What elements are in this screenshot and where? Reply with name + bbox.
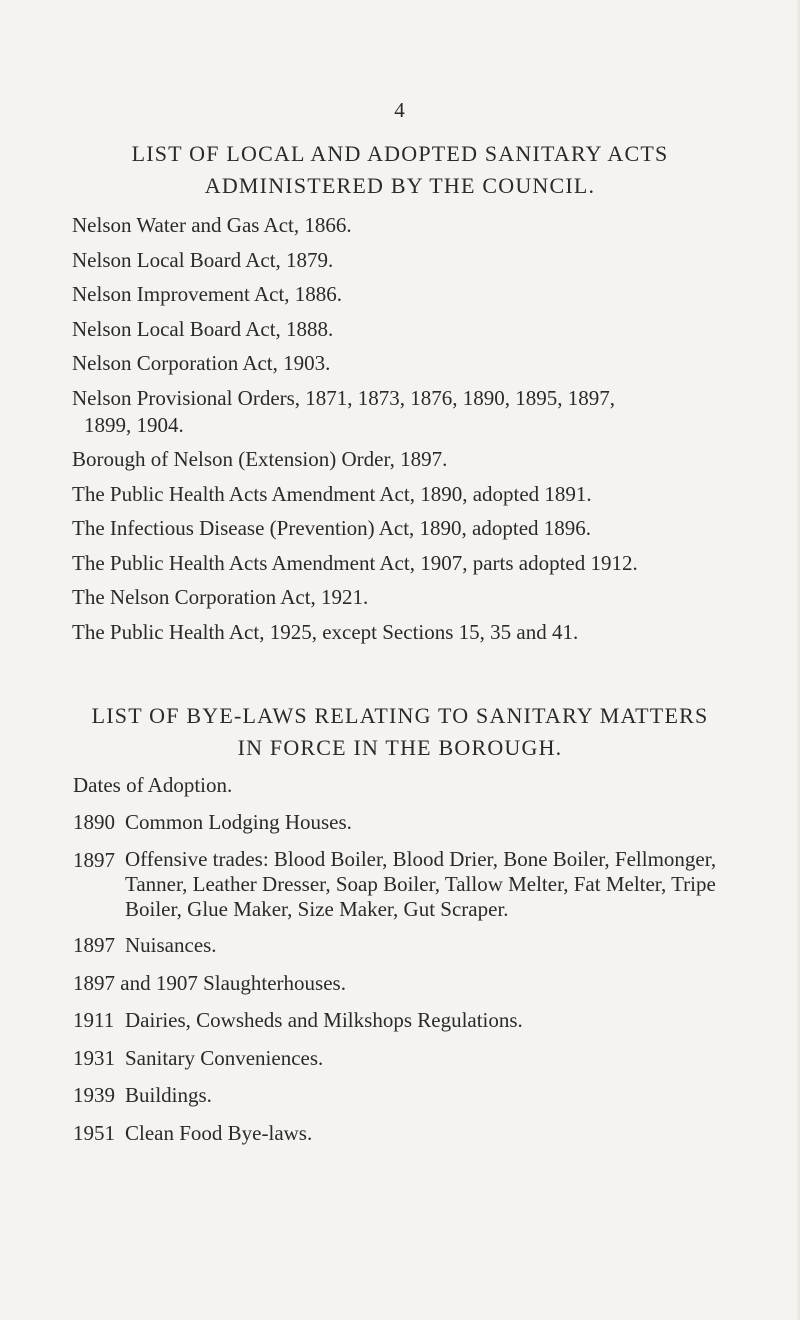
act-item-continuation: 1899, 1904. (84, 412, 184, 437)
section-heading-bylaws (0, 700, 800, 764)
bylaw-row (73, 1082, 773, 1109)
heading-line: LIST OF LOCAL AND ADOPTED SANITARY ACTS (131, 141, 669, 166)
act-item: Nelson Local Board Act, 1879. (72, 247, 334, 272)
act-item: Borough of Nelson (Extension) Order, 1897. (72, 447, 448, 471)
act-item: The Public Health Acts Amendment Act, 1890, adopted 1891. (72, 481, 592, 506)
bylaw-year: 1951 (73, 1120, 115, 1145)
bylaw-year: 1897 (73, 847, 115, 872)
section-heading-acts (0, 138, 800, 202)
bylaw-year: 1897 (73, 933, 115, 957)
dates-of-adoption-header: Dates of Adoption. (73, 773, 233, 797)
bylaw-row (73, 1120, 773, 1147)
act-item: Nelson Local Board Act, 1888. (72, 316, 334, 341)
bylaw-year: 1939 (73, 1083, 115, 1107)
act-item: The Infectious Disease (Prevention) Act, 1890, adopted 1896. (72, 516, 592, 540)
bylaws-list (73, 772, 773, 1157)
bylaw-year: 1931 (73, 1045, 115, 1070)
bylaw-description: Dairies, Cowsheds and Milkshops Regulations. (125, 1008, 523, 1032)
act-item: Nelson Corporation Act, 1903. (72, 351, 331, 375)
bylaw-row (73, 1045, 773, 1072)
bylaw-description: Nuisances. (125, 933, 217, 957)
bylaw-year: 1890 (73, 810, 115, 834)
bylaw-row (73, 932, 773, 959)
bylaw-line: 1897 and 1907 Slaughterhouses. (73, 970, 346, 995)
act-item: The Nelson Corporation Act, 1921. (72, 585, 369, 609)
act-item: The Public Health Acts Amendment Act, 1907, parts adopted 1912. (72, 550, 638, 575)
bylaw-description: Clean Food Bye-laws. (125, 1120, 313, 1145)
bylaw-description: Sanitary Conveniences. (125, 1045, 324, 1070)
bylaw-description: Common Lodging Houses. (125, 810, 352, 834)
bylaw-row (73, 970, 773, 997)
act-item: Nelson Improvement Act, 1886. (72, 282, 343, 306)
heading-line: IN FORCE IN THE BOROUGH. (237, 735, 563, 760)
acts-list (72, 212, 772, 653)
bylaw-year: 1911 (73, 1008, 115, 1032)
heading-line: LIST OF BYE-LAWS RELATING TO SANITARY MATTERS (91, 703, 709, 728)
act-item: Nelson Water and Gas Act, 1866. (72, 213, 352, 237)
bylaw-row (73, 1007, 773, 1034)
page-edge-shadow (796, 0, 800, 1320)
act-item: Nelson Provisional Orders, 1871, 1873, 1876, 1890, 1895, 1897, 1899, 1904. (72, 385, 772, 439)
bylaw-row (73, 847, 773, 922)
act-item: The Public Health Act, 1925, except Sections 15, 35 and 41. (72, 619, 579, 644)
heading-line: ADMINISTERED BY THE COUNCIL. (204, 173, 596, 198)
page-number: 4 (394, 98, 406, 122)
bylaw-description: Offensive trades: Blood Boiler, Blood Drier, Bone Boiler, Fellmonger, Tanner, Leather Dresser, Soap Boiler, Tallow Melter, Fat Melter, Tripe Boiler, Glue Maker, Size Maker, Gut Scraper. (125, 846, 717, 921)
bylaw-description: Buildings. (125, 1083, 212, 1107)
bylaw-row (73, 809, 773, 836)
